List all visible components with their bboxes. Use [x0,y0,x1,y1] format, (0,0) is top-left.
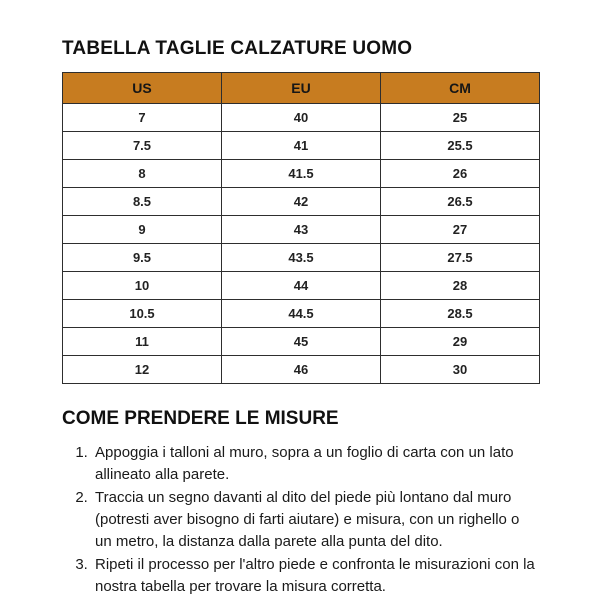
cell-us: 12 [63,356,222,384]
cell-us: 11 [63,328,222,356]
cell-us: 8.5 [63,188,222,216]
instructions-list [62,442,540,598]
cell-cm: 26.5 [381,188,540,216]
cell-us: 8 [63,160,222,188]
cell-us: 9.5 [63,244,222,272]
table-row [63,300,540,328]
cell-eu: 40 [222,104,381,132]
cell-cm: 29 [381,328,540,356]
cell-us: 7.5 [63,132,222,160]
cell-us: 9 [63,216,222,244]
table-row [63,272,540,300]
column-header-eu: EU [222,73,381,104]
cell-eu: 46 [222,356,381,384]
cell-eu: 43 [222,216,381,244]
column-header-us: US [63,73,222,104]
cell-cm: 28 [381,272,540,300]
cell-eu: 43.5 [222,244,381,272]
instruction-item: 3. Ripeti il processo per l'altro piede e confronta le misurazioni con la nostra tabella per trovare la misura corretta. [92,554,540,598]
cell-cm: 28.5 [381,300,540,328]
table-row [63,216,540,244]
table-row [63,188,540,216]
table-row [63,328,540,356]
table-row [63,244,540,272]
cell-us: 10.5 [63,300,222,328]
instruction-item: 1. Appoggia i talloni al muro, sopra a un foglio di carta con un lato allineato alla parete. [92,442,540,486]
cell-eu: 44.5 [222,300,381,328]
table-row [63,160,540,188]
size-table [62,72,540,384]
cell-eu: 45 [222,328,381,356]
table-row [63,104,540,132]
cell-us: 10 [63,272,222,300]
cell-cm: 27.5 [381,244,540,272]
table-row [63,132,540,160]
size-table-header [63,73,540,104]
size-table-body [63,104,540,384]
header-row [63,73,540,104]
instructions-title: COME PRENDERE LE MISURE [62,408,339,429]
cell-cm: 26 [381,160,540,188]
page-title: TABELLA TAGLIE CALZATURE UOMO [62,38,413,59]
column-header-cm: CM [381,73,540,104]
cell-eu: 41 [222,132,381,160]
instruction-item: 2. Traccia un segno davanti al dito del piede più lontano dal muro (potresti aver bisogno di farti aiutare) e misura, con un righello o un metro, la distanza dalla parete alla punta del dito. [92,487,540,553]
cell-cm: 25 [381,104,540,132]
cell-cm: 27 [381,216,540,244]
cell-eu: 41.5 [222,160,381,188]
cell-eu: 42 [222,188,381,216]
cell-eu: 44 [222,272,381,300]
cell-cm: 25.5 [381,132,540,160]
table-row [63,356,540,384]
cell-us: 7 [63,104,222,132]
cell-cm: 30 [381,356,540,384]
